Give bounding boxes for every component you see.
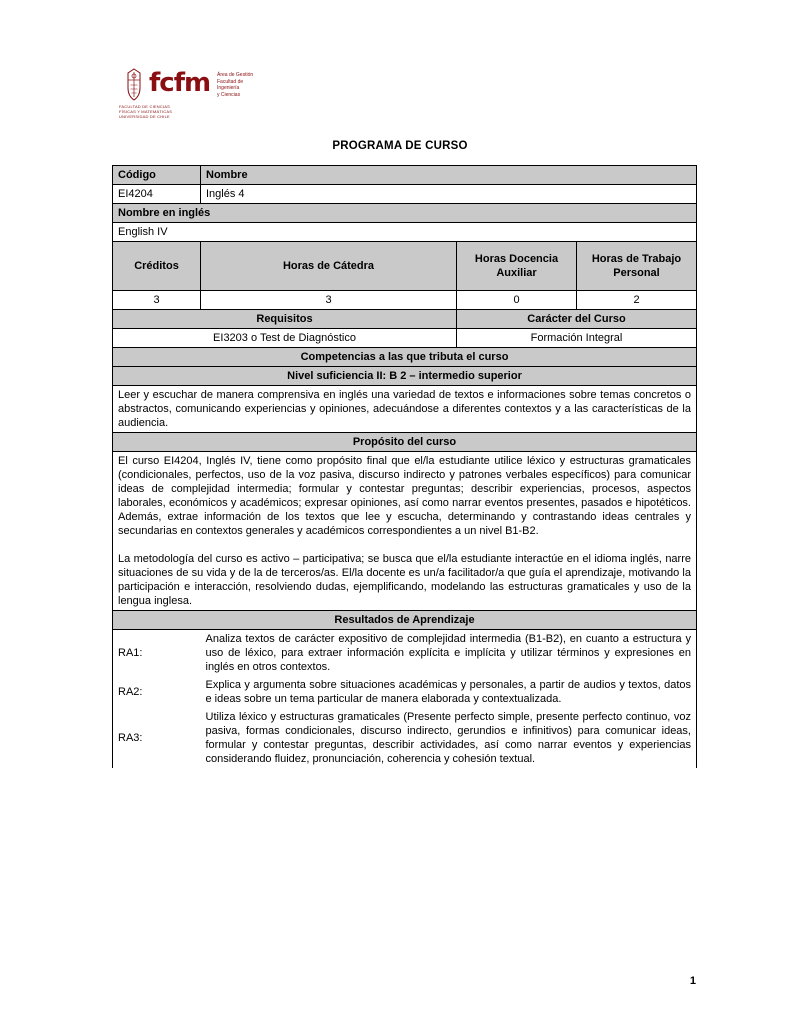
table-row-requisitos-caracter-values — [113, 329, 697, 348]
course-program-table — [112, 165, 697, 768]
page-number: 1 — [689, 975, 696, 987]
table-row-proposito-text — [113, 452, 697, 611]
horas-trabajo-personal-value: 2 — [577, 291, 697, 310]
table-row-ra2 — [113, 676, 697, 708]
table-row-hours-headers — [113, 242, 697, 291]
ra2-label: RA2: — [113, 676, 201, 708]
table-row-proposito-header — [113, 433, 697, 452]
codigo-header: Código — [113, 166, 201, 185]
requisitos-header: Requisitos — [113, 310, 457, 329]
ra3-label: RA3: — [113, 708, 201, 768]
nivel-suficiencia-header: Nivel suficiencia II: B 2 – intermedio superior — [113, 367, 697, 386]
nombre-header: Nombre — [201, 166, 697, 185]
creditos-value: 3 — [113, 291, 201, 310]
table-row-ra1 — [113, 630, 697, 677]
logo-bottom-line-3: UNIVERSIDAD DE CHILE — [119, 114, 170, 120]
nombre-value: Inglés 4 — [201, 185, 697, 204]
proposito-text — [113, 452, 697, 611]
fcfm-wordmark: fcfm — [149, 68, 211, 98]
page-title: PROGRAMA DE CURSO — [332, 140, 468, 152]
ra2-text: Explica y argumenta sobre situaciones académicas y personales, a partir de audios y textos, datos e ideas sobre un tema particular de manera elaborada y contextualizada. — [201, 676, 697, 708]
proposito-paragraph-2: La metodología del curso es activo – participativa; se busca que el/la estudiante interactúe en el idioma inglés, narre situaciones de su vida y de la de terceros/as. El/la docente es un/a facilitador/a que guía el aprendizaje, motivando la participación e interacción, resolviendo dudas, ejemplificando, modelando las estructuras gramaticales y uso de la lengua inglesa. — [118, 553, 691, 607]
ra3-text: Utiliza léxico y estructuras gramaticales (Presente perfecto simple, presente perfecto continuo, voz pasiva, formas condicionales, discurso indirecto, gerundios e infinitivos) para comunicar ideas, formular y contestar preguntas, describir actividades, así como narrar eventos y experiencias considerando fluidez, pronunciación, coherencia y cohesión textual. — [201, 708, 697, 768]
resultados-aprendizaje-header: Resultados de Aprendizaje — [113, 611, 697, 630]
ra1-label: RA1: — [113, 630, 201, 677]
competencias-header: Competencias a las que tributa el curso — [113, 348, 697, 367]
table-row-competencias-header — [113, 348, 697, 367]
nivel-suficiencia-text: Leer y escuchar de manera comprensiva en inglés una variedad de textos e informaciones sobre temas concretos o abstractos, comunicando experiencias y opiniones, adecuándose a diferentes contextos y a las características de la audiencia. — [113, 386, 697, 433]
table-row-english-name-value — [113, 223, 697, 242]
proposito-paragraph-1: El curso EI4204, Inglés IV, tiene como propósito final que el/la estudiante utilice léxico y estructuras gramaticales (condicionales, perfectos, uso de la voz pasiva, discurso indirecto y patrones verbales específicos) para comunicar ideas de complejidad intermedia; formular y contestar preguntas; describir experiencias, procesos, aspectos laborales, económicos y académicos; expresar opiniones, así como narrar eventos presentes, pasados e hipotéticos. Además, extrae información de los textos que lee y escucha, determinando y contrastando ideas centrales y secundarias en contextos generales y académicos correspondientes a un nivel B1-B2. — [118, 455, 691, 537]
table-row-code-name — [113, 185, 697, 204]
table-row-english-name-header — [113, 204, 697, 223]
proposito-header: Propósito del curso — [113, 433, 697, 452]
horas-docencia-auxiliar-header: Horas Docencia Auxiliar — [457, 242, 577, 291]
caracter-curso-value: Formación Integral — [457, 329, 697, 348]
logo-bottom-text — [119, 104, 172, 120]
table-row-ra3 — [113, 708, 697, 768]
table-row-hours-values — [113, 291, 697, 310]
ra1-text: Analiza textos de carácter expositivo de complejidad intermedia (B1-B2), en cuanto a estructura y uso de léxico, para extraer información explícita e implícita y utilizar términos y expresiones en inglés en otros contextos. — [201, 630, 697, 677]
caracter-curso-header: Carácter del Curso — [457, 310, 697, 329]
horas-trabajo-personal-header: Horas de Trabajo Personal — [577, 242, 697, 291]
codigo-value: EI4204 — [113, 185, 201, 204]
table-row-resultados-header — [113, 611, 697, 630]
requisitos-value: EI3203 o Test de Diagnóstico — [113, 329, 457, 348]
nombre-ingles-header: Nombre en inglés — [113, 204, 697, 223]
logo-right-text — [217, 72, 263, 98]
horas-catedra-header: Horas de Cátedra — [201, 242, 457, 291]
creditos-header: Créditos — [113, 242, 201, 291]
logo-right-line-3: y Ciencias — [217, 91, 241, 98]
table-row-headers-code-name — [113, 166, 697, 185]
logo-bottom-line-1: FACULTAD DE CIENCIAS — [119, 104, 170, 109]
logo-bottom-line-2: FÍSICAS Y MATEMÁTICAS — [119, 109, 173, 115]
table-row-nivel-header — [113, 367, 697, 386]
logo-right-line-1: Área de Gestión — [217, 72, 254, 78]
logo-right-line-2: Facultad de Ingeniería — [217, 78, 244, 91]
table-row-requisitos-caracter-headers — [113, 310, 697, 329]
table-row-nivel-text — [113, 386, 697, 433]
horas-catedra-value: 3 — [201, 291, 457, 310]
institution-logo — [113, 66, 263, 122]
horas-docencia-auxiliar-value: 0 — [457, 291, 577, 310]
university-crest-icon — [121, 68, 147, 102]
nombre-ingles-value: English IV — [113, 223, 697, 242]
